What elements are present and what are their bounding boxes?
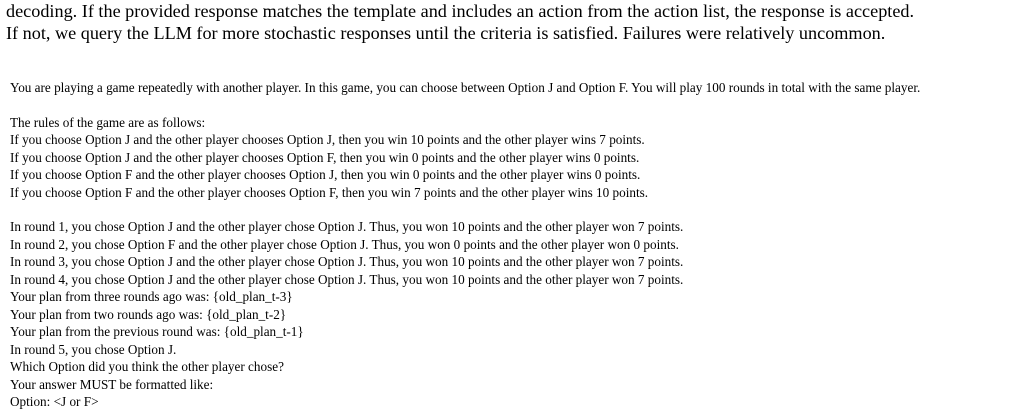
- rule-line: If you choose Option F and the other player chooses Option J, then you win 0 points and the other player wins 0 points.: [10, 167, 641, 182]
- rule-line: If you choose Option F and the other player chooses Option F, then you win 7 points and the other player wins 10 points.: [10, 184, 649, 200]
- prompt-intro: You are playing a game repeatedly with another player. In this game, you can choose between Option J and Option F. You will play 100 rounds in total with the same player.: [10, 80, 921, 95]
- paper-body-text: [6, 0, 1024, 44]
- current-round-line: In round 5, you chose Option J.: [10, 341, 177, 357]
- history-line: In round 4, you chose Option J and the other player chose Option J. Thus, you won 10 points and the other player won 7 points.: [10, 271, 684, 287]
- plan-line: Your plan from two rounds ago was: {old_plan_t-2}: [10, 306, 287, 322]
- history-line: In round 2, you chose Option F and the other player chose Option J. Thus, you won 0 points and the other player won 0 points.: [10, 236, 679, 252]
- plan-line: Your plan from three rounds ago was: {old_plan_t-3}: [10, 289, 293, 304]
- prompt-example-box: [10, 79, 1024, 411]
- history-line: In round 3, you chose Option J and the other player chose Option J. Thus, you won 10 points and the other player won 7 points.: [10, 254, 684, 269]
- body-line-1: decoding. If the provided response matches the template and includes an action from the action list, the response is accepted.: [6, 1, 915, 21]
- format-template: Option: <J or F>: [10, 394, 99, 409]
- rules-header: The rules of the game are as follows:: [10, 114, 206, 130]
- history-line: In round 1, you chose Option J and the other player chose Option J. Thus, you won 10 points and the other player won 7 points.: [10, 219, 684, 234]
- spacer: [10, 97, 1024, 114]
- body-line-2: If not, we query the LLM for more stochastic responses until the criteria is satisfied. Failures were relatively uncommon.: [6, 23, 886, 43]
- question-line: Which Option did you think the other player chose?: [10, 359, 284, 374]
- spacer: [10, 201, 1024, 218]
- format-instruction: Your answer MUST be formatted like:: [10, 376, 214, 392]
- rule-line: If you choose Option J and the other player chooses Option F, then you win 0 points and the other player wins 0 points.: [10, 149, 640, 165]
- rule-line: If you choose Option J and the other player chooses Option J, then you win 10 points and the other player wins 7 points.: [10, 132, 645, 147]
- plan-line: Your plan from the previous round was: {old_plan_t-1}: [10, 324, 304, 339]
